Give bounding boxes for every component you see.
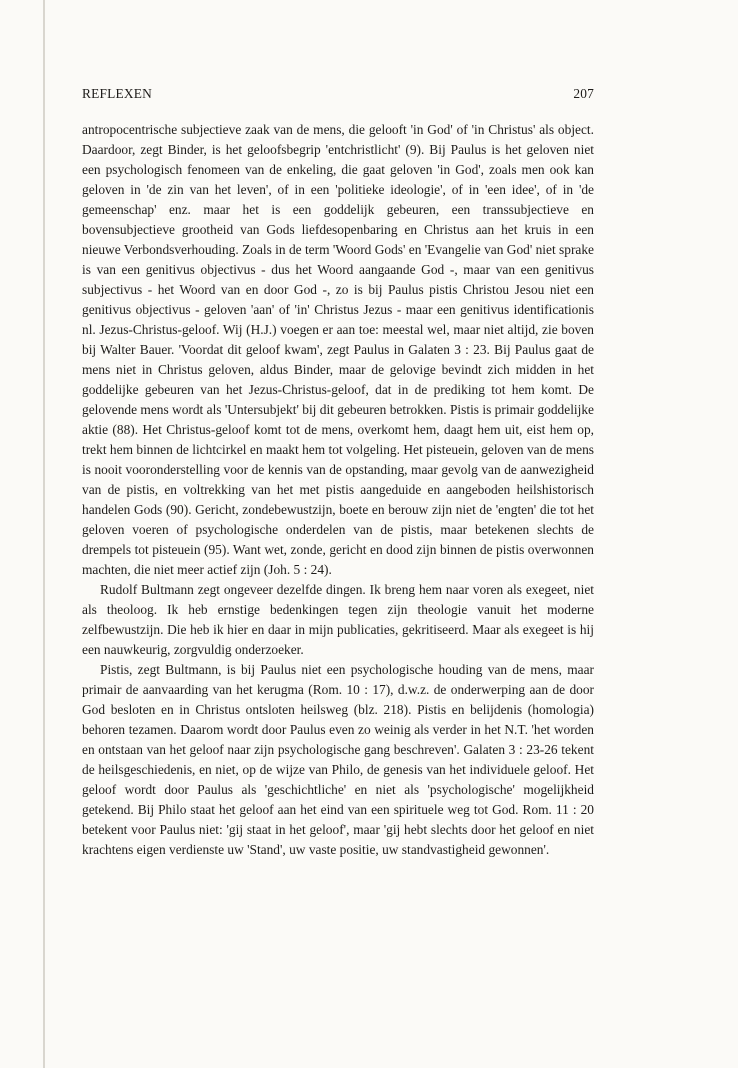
page-number: 207 <box>573 86 594 101</box>
page-gutter-line <box>43 0 45 1068</box>
paragraph-bultmann-intro: Rudolf Bultmann zegt ongeveer dezelfde dingen. Ik breng hem naar voren als exegeet, niet als theoloog. Ik heb ernstige bedenkingen tegen zijn theologie vanuit het moderne zelfbewustzijn. Die heb ik hier en daar in mijn publicaties, gekritiseerd. Maar als exegeet is hij een nauwkeurig, zorgvuldig onderzoeker. <box>82 582 594 657</box>
running-head-title: REFLEXEN <box>82 86 153 101</box>
paragraph-pistis-bultmann: Pistis, zegt Bultmann, is bij Paulus niet een psychologische houding van de mens, maar primair de aanvaarding van het kerugma (Rom. 10 : 17), d.w.z. de onderwerping aan de door God besloten en in Christus ontsloten heilsweg (blz. 218). Pistis en belijdenis (homologia) behoren tezamen. Daarom wordt door Paulus even zo weinig als verder in het N.T. 'het worden en ontstaan van het geloof naar zijn psychologische gang beschreven'. Galaten 3 : 23-26 tekent de heilsgeschiedenis, en niet, op de wijze van Philo, de genesis van het individuele geloof. Het geloof wordt door Paulus als 'geschichtliche' en niet als 'psychologische' mogelijkheid getekend. Bij Philo staat het geloof aan het eind van een spirituele weg tot God. Rom. 11 : 20 betekent voor Paulus niet: 'gij staat in het geloof', maar 'gij hebt slechts door het geloof en niet krachtens eigen verdienste uw 'Stand', uw vaste positie, uw standvastigheid gewonnen'. <box>82 662 594 857</box>
running-head <box>82 86 594 102</box>
body-text <box>82 120 594 860</box>
paragraph-binder: antropocentrische subjectieve zaak van de mens, die gelooft 'in God' of 'in Christus' als object. Daardoor, zegt Binder, is het geloofsbegrip 'entchristlicht' (9). Bij Paulus is het geloven niet een psychologisch fenomeen van de enkeling, die gaat geloven 'in God', zoals men ook kan geloven in 'de zin van het leven', of in een 'politieke ideologie', of in 'een idee', of in 'de gemeenschap' enz. maar het is een goddelijk gebeuren, een transsubjectieve en bovensubjectieve grootheid van Gods liefdesopenbaring en Christus aan het kruis in een nieuwe Verbondsverhouding. Zoals in de term 'Woord Gods' en 'Evangelie van God' niet sprake is van een genitivus objectivus - dus het Woord aangaande God -, maar van een genitivus subjectivus - het Woord van en door God -, zo is bij Paulus pistis Christou Jesou niet een genitivus objectivus - geloven 'aan' of 'in' Christus Jezus - maar een genitivus identificationis nl. Jezus-Christus-geloof. Wij (H.J.) voegen er aan toe: meestal wel, maar niet altijd, zie boven bij Walter Bauer. 'Voordat dit geloof kwam', zegt Paulus in Galaten 3 : 23. Bij Paulus gaat de mens niet in Christus geloven, aldus Binder, maar de gelovige bevindt zich midden in het goddelijke gebeuren van het Jezus-Christus-geloof, dat in de prediking tot hem komt. De gelovende mens wordt als 'Untersubjekt' bij dit gebeuren betrokken. Pistis is primair goddelijke aktie (88). Het Christus-geloof komt tot de mens, overkomt hem, daagt hem uit, eist hem op, trekt hem binnen de lichtcirkel en maakt hem tot volgeling. Het pisteuein, geloven van de mens is nooit vooronderstelling voor de kennis van de opstanding, maar gevolg van de aanwezigheid van de pistis, en voltrekking van het met pistis aangeduide en aangeboden heilshistorisch handelen Gods (90). Gericht, zondebewustzijn, boete en berouw zijn niet de 'engten' die tot het geloven voeren of psychologische onderdelen van de pistis, maar betekenen slechts de drempels tot pisteuein (95). Want wet, zonde, gericht en dood zijn binnen de pistis overwonnen machten, die niet meer actief zijn (Joh. 5 : 24). <box>82 122 594 577</box>
